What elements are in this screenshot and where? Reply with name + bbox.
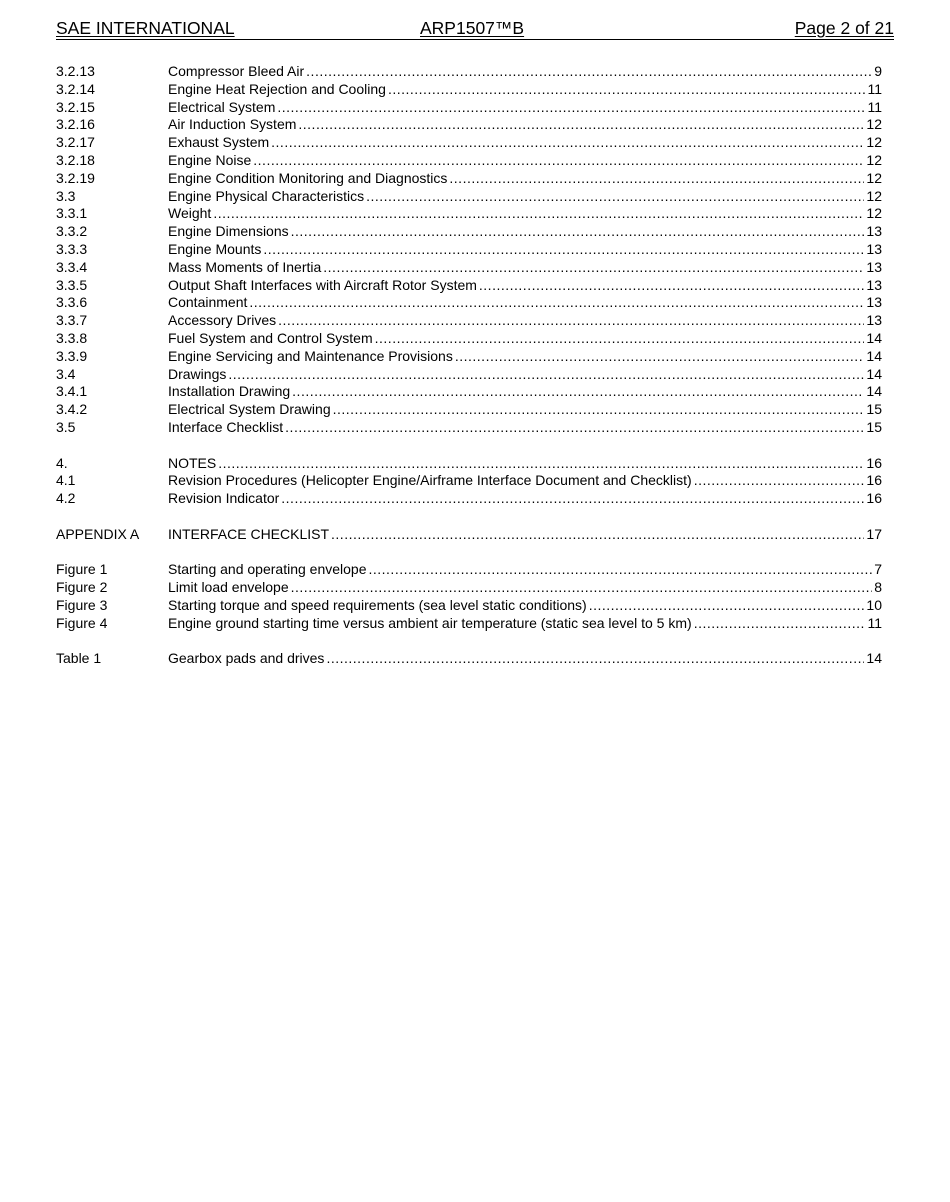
toc-entry-title-wrap	[168, 188, 864, 206]
toc-entry-number: 3.3	[56, 187, 76, 204]
toc-entry-page: 12	[866, 134, 882, 151]
toc-entry[interactable]	[56, 401, 882, 419]
toc-entry-title-wrap	[168, 81, 865, 99]
dot-leader	[694, 472, 865, 490]
toc-entry-number: 3.3.2	[56, 223, 88, 240]
toc-group	[56, 561, 882, 632]
toc-entry-number: Figure 2	[56, 579, 108, 596]
toc-entry-page: 7	[874, 561, 882, 578]
toc-entry-page: 13	[866, 294, 882, 311]
toc-entry-number: 3.4	[56, 365, 76, 382]
toc-entry-title: Compressor Bleed Air	[168, 63, 305, 79]
toc-entry-page: 13	[866, 223, 882, 240]
toc-entry-number: 3.2.14	[56, 80, 95, 97]
toc-entry-page: 12	[866, 116, 882, 133]
dot-leader	[366, 188, 864, 206]
toc-entry-number: 3.2.19	[56, 169, 95, 186]
toc-entry-page: 15	[866, 401, 882, 418]
dot-leader	[326, 650, 864, 668]
toc-entry-number: 3.2.13	[56, 63, 95, 79]
toc-entry[interactable]	[56, 170, 882, 188]
document-number: ARP1507™B	[420, 18, 525, 38]
toc-entry-number: 3.3.4	[56, 258, 88, 275]
toc-entry[interactable]	[56, 223, 882, 241]
toc-entry[interactable]	[56, 419, 882, 437]
toc-entry-title: Engine Servicing and Maintenance Provisions	[168, 347, 453, 364]
toc-entry-title-wrap	[168, 241, 864, 259]
toc-entry[interactable]	[56, 561, 882, 579]
dot-leader	[368, 561, 872, 579]
dot-leader	[375, 330, 865, 348]
dot-leader	[218, 455, 864, 473]
toc-entry-title: Interface Checklist	[168, 418, 284, 435]
toc-entry-title-wrap	[168, 615, 865, 633]
toc-entry-page: 13	[866, 276, 882, 293]
toc-entry-title: Starting torque and speed requirements (sea level static conditions)	[168, 596, 587, 613]
toc-entry-number: 3.3.3	[56, 240, 88, 257]
toc-entry-title-wrap	[168, 116, 864, 134]
toc-entry[interactable]	[56, 615, 882, 633]
toc-entry-title: Revision Procedures (Helicopter Engine/Airframe Interface Document and Checklist)	[168, 472, 692, 489]
toc-entry[interactable]	[56, 81, 882, 99]
toc-entry-title-wrap	[168, 561, 872, 579]
toc-entry-page: 14	[866, 650, 882, 667]
toc-entry[interactable]	[56, 579, 882, 597]
dot-leader	[253, 152, 864, 170]
toc-entry[interactable]	[56, 188, 882, 206]
toc-entry-title-wrap	[168, 472, 864, 490]
toc-entry-title-wrap	[168, 348, 864, 366]
toc-entry-title: Installation Drawing	[168, 383, 291, 400]
toc-group	[56, 526, 882, 544]
dot-leader	[271, 134, 864, 152]
toc-entry[interactable]	[56, 348, 882, 366]
dot-leader	[292, 383, 864, 401]
organization-name: SAE INTERNATIONAL	[56, 18, 235, 38]
toc-entry[interactable]	[56, 277, 882, 295]
toc-entry-title: Drawings	[168, 365, 227, 382]
toc-entry-title-wrap	[168, 152, 864, 170]
toc-entry-title-wrap	[168, 419, 864, 437]
toc-entry[interactable]	[56, 597, 882, 615]
toc-entry-title: Starting and operating envelope	[168, 561, 367, 578]
toc-entry-number: 3.2.17	[56, 134, 95, 151]
toc-entry-title: Engine Noise	[168, 151, 252, 168]
toc-entry-title: Mass Moments of Inertia	[168, 258, 322, 275]
toc-entry-title: Engine Heat Rejection and Cooling	[168, 80, 386, 97]
toc-entry-title: Air Induction System	[168, 116, 297, 133]
table-of-contents	[56, 63, 882, 668]
toc-entry-page: 13	[866, 240, 882, 257]
toc-entry[interactable]	[56, 472, 882, 490]
toc-entry-number: Figure 1	[56, 561, 108, 578]
dot-leader	[331, 526, 864, 544]
toc-entry-title-wrap	[168, 383, 864, 401]
dot-leader	[306, 63, 872, 81]
toc-entry-title: NOTES	[168, 454, 217, 471]
toc-entry-number: 3.3.6	[56, 294, 88, 311]
toc-entry-number: 3.4.2	[56, 401, 88, 418]
toc-entry-title-wrap	[168, 650, 864, 668]
dot-leader	[694, 615, 866, 633]
dot-leader	[281, 490, 864, 508]
dot-leader	[449, 170, 864, 188]
toc-entry-title: Limit load envelope	[168, 579, 289, 596]
toc-entry-title-wrap	[168, 134, 864, 152]
toc-entry-number: 3.3.7	[56, 312, 88, 329]
dot-leader	[263, 241, 864, 259]
toc-entry-page: 14	[866, 365, 882, 382]
toc-entry-title-wrap	[168, 259, 864, 277]
toc-entry[interactable]	[56, 366, 882, 384]
toc-entry-title: Containment	[168, 294, 248, 311]
toc-entry-title-wrap	[168, 526, 864, 544]
toc-entry-title: Engine Mounts	[168, 240, 262, 257]
toc-entry-title-wrap	[168, 294, 864, 312]
toc-entry[interactable]	[56, 63, 882, 81]
toc-entry-title: Weight	[168, 205, 212, 222]
toc-entry-page: 12	[866, 151, 882, 168]
toc-entry-title-wrap	[168, 490, 864, 508]
toc-entry-number: Table 1	[56, 650, 102, 667]
toc-entry-title-wrap	[168, 579, 872, 597]
dot-leader	[333, 401, 865, 419]
toc-entry-number: 3.4.1	[56, 383, 88, 400]
toc-entry-title-wrap	[168, 330, 864, 348]
toc-entry-title: Gearbox pads and drives	[168, 650, 325, 667]
toc-entry-page: 9	[874, 63, 882, 79]
toc-entry-title: Electrical System Drawing	[168, 401, 331, 418]
toc-entry-page: 12	[866, 187, 882, 204]
toc-entry-number: 3.5	[56, 418, 76, 435]
dot-leader	[291, 579, 873, 597]
dot-leader	[589, 597, 865, 615]
toc-entry-number: 4.	[56, 454, 68, 471]
dot-leader	[455, 348, 865, 366]
toc-entry[interactable]	[56, 312, 882, 330]
toc-entry[interactable]	[56, 116, 882, 134]
toc-entry-number: 3.2.15	[56, 98, 95, 115]
toc-entry-title-wrap	[168, 63, 872, 81]
toc-entry-page: 8	[874, 579, 882, 596]
toc-entry-page: 16	[866, 454, 882, 471]
toc-group	[56, 650, 882, 668]
toc-entry-number: 3.2.18	[56, 151, 95, 168]
toc-entry-number: 3.3.5	[56, 276, 88, 293]
dot-leader	[249, 294, 864, 312]
dot-leader	[388, 81, 866, 99]
toc-entry-title: Exhaust System	[168, 134, 270, 151]
toc-entry-title: Engine Condition Monitoring and Diagnostics	[168, 169, 448, 186]
toc-entry-number: 3.3.1	[56, 205, 88, 222]
toc-entry[interactable]	[56, 383, 882, 401]
toc-entry-page: 10	[866, 596, 882, 613]
page-header	[56, 17, 894, 40]
toc-entry[interactable]	[56, 526, 882, 544]
toc-entry-title-wrap	[168, 455, 864, 473]
toc-entry-number: 3.3.8	[56, 329, 88, 346]
toc-entry-number: 3.2.16	[56, 116, 95, 133]
toc-entry-title-wrap	[168, 312, 864, 330]
toc-entry-page: 13	[866, 312, 882, 329]
toc-entry-title: Engine Physical Characteristics	[168, 187, 365, 204]
toc-entry-title: Accessory Drives	[168, 312, 277, 329]
toc-entry[interactable]	[56, 134, 882, 152]
toc-entry-page: 11	[867, 98, 882, 115]
toc-entry-page: 14	[866, 347, 882, 364]
toc-entry[interactable]	[56, 650, 882, 668]
toc-entry-title-wrap	[168, 99, 865, 117]
toc-entry[interactable]	[56, 330, 882, 348]
toc-entry[interactable]	[56, 490, 882, 508]
dot-leader	[277, 99, 865, 117]
dot-leader	[298, 116, 864, 134]
dot-leader	[323, 259, 864, 277]
toc-entry-page: 11	[867, 80, 882, 97]
page-number: Page 2 of 21	[794, 18, 894, 38]
toc-entry-title: Fuel System and Control System	[168, 329, 373, 346]
toc-entry[interactable]	[56, 205, 882, 223]
dot-leader	[285, 419, 864, 437]
toc-entry[interactable]	[56, 241, 882, 259]
toc-entry-number: 3.3.9	[56, 347, 88, 364]
toc-entry-title-wrap	[168, 366, 864, 384]
dot-leader	[291, 223, 865, 241]
toc-entry-title: Output Shaft Interfaces with Aircraft Rotor System	[168, 276, 477, 293]
toc-entry-page: 12	[866, 205, 882, 222]
toc-entry-title: Engine ground starting time versus ambient air temperature (static sea level to 5 km)	[168, 614, 692, 631]
toc-entry-page: 15	[866, 418, 882, 435]
toc-entry[interactable]	[56, 455, 882, 473]
toc-entry-number: 4.1	[56, 472, 76, 489]
dot-leader	[228, 366, 864, 384]
toc-entry[interactable]	[56, 99, 882, 117]
toc-entry-page: 14	[866, 329, 882, 346]
toc-entry-title-wrap	[168, 277, 864, 295]
toc-entry-number: Figure 4	[56, 614, 108, 631]
toc-entry-page: 16	[866, 490, 882, 507]
toc-entry-page: 11	[867, 614, 882, 631]
toc-entry-title-wrap	[168, 223, 864, 241]
toc-entry[interactable]	[56, 259, 882, 277]
toc-entry-title: Engine Dimensions	[168, 223, 289, 240]
toc-entry-page: 12	[866, 169, 882, 186]
toc-entry-title-wrap	[168, 597, 864, 615]
toc-entry-title: INTERFACE CHECKLIST	[168, 525, 330, 542]
toc-entry-page: 14	[866, 383, 882, 400]
toc-entry-title-wrap	[168, 170, 864, 188]
toc-entry[interactable]	[56, 152, 882, 170]
toc-entry-page: 13	[866, 258, 882, 275]
toc-entry-page: 17	[866, 525, 882, 542]
toc-entry-title-wrap	[168, 401, 864, 419]
toc-group	[56, 63, 882, 437]
toc-entry-number: 4.2	[56, 490, 76, 507]
toc-group	[56, 455, 882, 508]
toc-entry-page: 16	[866, 472, 882, 489]
toc-entry-number: Figure 3	[56, 596, 108, 613]
toc-entry[interactable]	[56, 294, 882, 312]
toc-entry-title: Electrical System	[168, 98, 276, 115]
toc-entry-title: Revision Indicator	[168, 490, 280, 507]
toc-entry-title-wrap	[168, 205, 864, 223]
dot-leader	[213, 205, 864, 223]
toc-entry-number: APPENDIX A	[56, 525, 140, 542]
dot-leader	[278, 312, 864, 330]
dot-leader	[479, 277, 865, 295]
